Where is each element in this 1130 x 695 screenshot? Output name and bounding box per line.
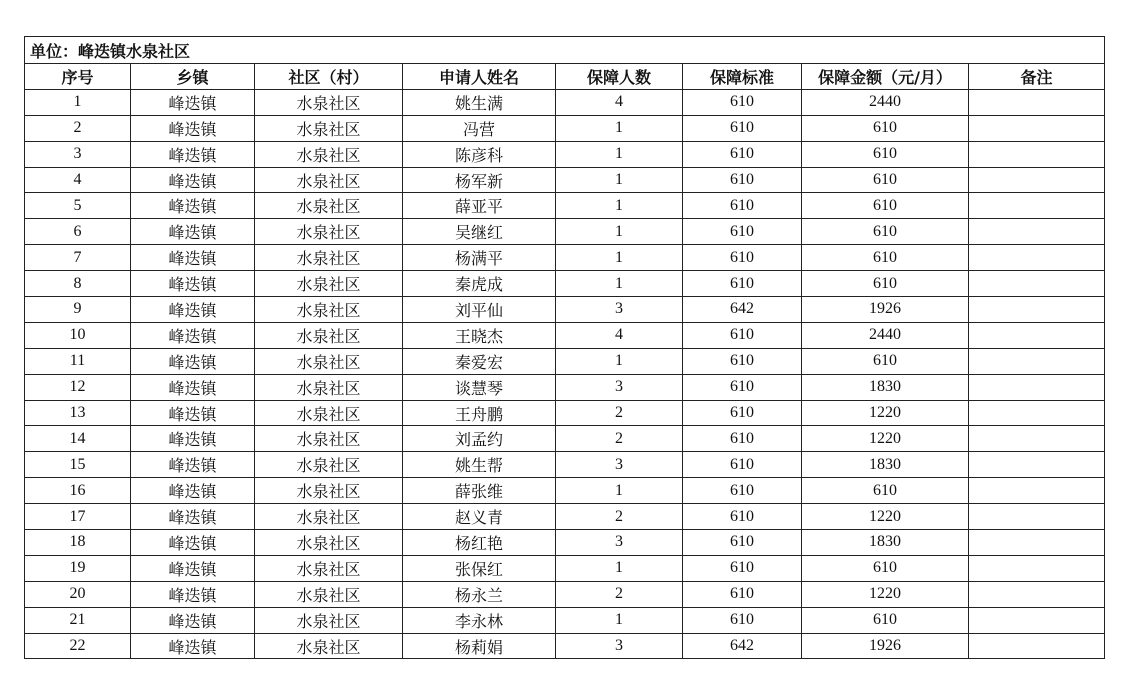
cell-applicant-name: 姚生满 [403,89,556,115]
cell-standard: 610 [683,219,802,245]
table-row [25,322,1105,348]
cell-amount: 610 [802,607,969,633]
cell-covered-count: 4 [556,89,683,115]
cell-standard: 610 [683,530,802,556]
header-standard: 保障标准 [683,64,802,90]
cell-remarks [969,297,1105,323]
header-covered-count: 保障人数 [556,64,683,90]
cell-standard: 610 [683,555,802,581]
header-applicant-name: 申请人姓名 [403,64,556,90]
cell-amount: 1220 [802,400,969,426]
cell-standard: 610 [683,89,802,115]
cell-town: 峰迭镇 [131,245,255,271]
cell-amount: 1926 [802,297,969,323]
header-remarks: 备注 [969,64,1105,90]
cell-town: 峰迭镇 [131,297,255,323]
cell-remarks [969,89,1105,115]
cell-community: 水泉社区 [255,504,403,530]
cell-covered-count: 1 [556,141,683,167]
cell-standard: 610 [683,374,802,400]
cell-covered-count: 2 [556,426,683,452]
cell-community: 水泉社区 [255,530,403,556]
cell-covered-count: 1 [556,193,683,219]
cell-town: 峰迭镇 [131,555,255,581]
cell-serial: 14 [25,426,131,452]
cell-remarks [969,245,1105,271]
cell-community: 水泉社区 [255,607,403,633]
cell-serial: 15 [25,452,131,478]
cell-community: 水泉社区 [255,141,403,167]
cell-serial: 11 [25,348,131,374]
table-row [25,297,1105,323]
cell-town: 峰迭镇 [131,348,255,374]
cell-covered-count: 4 [556,322,683,348]
cell-amount: 1926 [802,633,969,659]
cell-covered-count: 1 [556,348,683,374]
table-row [25,478,1105,504]
cell-applicant-name: 张保红 [403,555,556,581]
cell-town: 峰迭镇 [131,478,255,504]
cell-town: 峰迭镇 [131,89,255,115]
cell-town: 峰迭镇 [131,141,255,167]
cell-standard: 610 [683,245,802,271]
cell-serial: 12 [25,374,131,400]
table-row [25,426,1105,452]
cell-town: 峰迭镇 [131,193,255,219]
table-row [25,633,1105,659]
cell-community: 水泉社区 [255,193,403,219]
cell-town: 峰迭镇 [131,115,255,141]
cell-remarks [969,452,1105,478]
cell-remarks [969,555,1105,581]
cell-town: 峰迭镇 [131,271,255,297]
table-row [25,348,1105,374]
cell-standard: 610 [683,581,802,607]
cell-amount: 2440 [802,89,969,115]
cell-applicant-name: 陈彦科 [403,141,556,167]
cell-community: 水泉社区 [255,478,403,504]
cell-covered-count: 1 [556,115,683,141]
cell-covered-count: 3 [556,633,683,659]
cell-remarks [969,478,1105,504]
cell-serial: 7 [25,245,131,271]
cell-amount: 610 [802,167,969,193]
table-row [25,245,1105,271]
cell-amount: 610 [802,271,969,297]
cell-applicant-name: 冯营 [403,115,556,141]
cell-remarks [969,322,1105,348]
cell-applicant-name: 王舟鹏 [403,400,556,426]
cell-standard: 610 [683,167,802,193]
cell-applicant-name: 秦爱宏 [403,348,556,374]
cell-town: 峰迭镇 [131,322,255,348]
cell-community: 水泉社区 [255,374,403,400]
cell-standard: 610 [683,271,802,297]
cell-town: 峰迭镇 [131,530,255,556]
cell-covered-count: 2 [556,400,683,426]
cell-remarks [969,530,1105,556]
cell-applicant-name: 薛张维 [403,478,556,504]
cell-amount: 610 [802,219,969,245]
table-row [25,167,1105,193]
cell-covered-count: 3 [556,452,683,478]
cell-serial: 18 [25,530,131,556]
cell-applicant-name: 杨军新 [403,167,556,193]
cell-serial: 8 [25,271,131,297]
cell-serial: 10 [25,322,131,348]
header-town: 乡镇 [131,64,255,90]
cell-community: 水泉社区 [255,219,403,245]
cell-standard: 610 [683,141,802,167]
cell-applicant-name: 赵义青 [403,504,556,530]
cell-covered-count: 1 [556,607,683,633]
cell-applicant-name: 杨莉娟 [403,633,556,659]
cell-amount: 610 [802,115,969,141]
table-row [25,374,1105,400]
cell-remarks [969,607,1105,633]
cell-town: 峰迭镇 [131,426,255,452]
table-row [25,115,1105,141]
cell-community: 水泉社区 [255,89,403,115]
cell-covered-count: 1 [556,478,683,504]
cell-serial: 20 [25,581,131,607]
cell-remarks [969,400,1105,426]
cell-applicant-name: 杨永兰 [403,581,556,607]
cell-standard: 610 [683,452,802,478]
cell-applicant-name: 李永林 [403,607,556,633]
table-body [25,89,1105,659]
cell-amount: 1220 [802,581,969,607]
cell-community: 水泉社区 [255,633,403,659]
cell-covered-count: 2 [556,504,683,530]
table-row [25,219,1105,245]
cell-amount: 1830 [802,530,969,556]
cell-standard: 610 [683,426,802,452]
cell-community: 水泉社区 [255,245,403,271]
cell-town: 峰迭镇 [131,504,255,530]
cell-serial: 1 [25,89,131,115]
cell-serial: 19 [25,555,131,581]
cell-covered-count: 1 [556,271,683,297]
cell-serial: 17 [25,504,131,530]
cell-applicant-name: 杨满平 [403,245,556,271]
unit-row [25,37,1105,64]
cell-town: 峰迭镇 [131,607,255,633]
cell-amount: 610 [802,555,969,581]
table-row [25,141,1105,167]
header-row [25,64,1105,90]
table-row [25,452,1105,478]
cell-town: 峰迭镇 [131,374,255,400]
cell-remarks [969,219,1105,245]
cell-remarks [969,167,1105,193]
cell-remarks [969,115,1105,141]
cell-community: 水泉社区 [255,581,403,607]
cell-serial: 21 [25,607,131,633]
table-row [25,504,1105,530]
cell-amount: 1220 [802,426,969,452]
cell-applicant-name: 王晓杰 [403,322,556,348]
cell-town: 峰迭镇 [131,167,255,193]
cell-amount: 610 [802,141,969,167]
table-row [25,530,1105,556]
cell-amount: 610 [802,348,969,374]
cell-remarks [969,193,1105,219]
cell-applicant-name: 吴继红 [403,219,556,245]
cell-standard: 610 [683,193,802,219]
header-amount: 保障金额（元/月） [802,64,969,90]
cell-community: 水泉社区 [255,555,403,581]
cell-community: 水泉社区 [255,271,403,297]
cell-applicant-name: 刘孟约 [403,426,556,452]
cell-amount: 610 [802,478,969,504]
cell-community: 水泉社区 [255,452,403,478]
cell-serial: 16 [25,478,131,504]
cell-standard: 610 [683,348,802,374]
cell-covered-count: 1 [556,167,683,193]
cell-community: 水泉社区 [255,167,403,193]
cell-community: 水泉社区 [255,115,403,141]
cell-amount: 1830 [802,452,969,478]
unit-label: 单位：峰迭镇水泉社区 [25,37,1105,64]
cell-remarks [969,633,1105,659]
cell-serial: 5 [25,193,131,219]
cell-applicant-name: 刘平仙 [403,297,556,323]
cell-standard: 610 [683,400,802,426]
cell-serial: 6 [25,219,131,245]
cell-applicant-name: 薛亚平 [403,193,556,219]
table-row [25,271,1105,297]
cell-serial: 2 [25,115,131,141]
cell-serial: 9 [25,297,131,323]
cell-remarks [969,504,1105,530]
cell-applicant-name: 姚生帮 [403,452,556,478]
cell-standard: 610 [683,115,802,141]
cell-amount: 2440 [802,322,969,348]
cell-serial: 4 [25,167,131,193]
cell-town: 峰迭镇 [131,452,255,478]
table-row [25,193,1105,219]
cell-covered-count: 1 [556,219,683,245]
cell-amount: 610 [802,193,969,219]
cell-covered-count: 2 [556,581,683,607]
cell-remarks [969,374,1105,400]
cell-town: 峰迭镇 [131,400,255,426]
cell-amount: 1220 [802,504,969,530]
table-row [25,400,1105,426]
cell-remarks [969,426,1105,452]
header-community: 社区（村） [255,64,403,90]
cell-covered-count: 3 [556,297,683,323]
cell-community: 水泉社区 [255,297,403,323]
cell-remarks [969,581,1105,607]
cell-serial: 3 [25,141,131,167]
header-serial: 序号 [25,64,131,90]
cell-town: 峰迭镇 [131,219,255,245]
cell-town: 峰迭镇 [131,581,255,607]
cell-community: 水泉社区 [255,426,403,452]
cell-applicant-name: 谈慧琴 [403,374,556,400]
cell-covered-count: 1 [556,555,683,581]
cell-amount: 1830 [802,374,969,400]
table-row [25,89,1105,115]
cell-standard: 610 [683,478,802,504]
cell-amount: 610 [802,245,969,271]
cell-serial: 13 [25,400,131,426]
cell-covered-count: 3 [556,530,683,556]
cell-serial: 22 [25,633,131,659]
relief-table [24,36,1105,659]
cell-standard: 610 [683,504,802,530]
document-sheet [24,36,1104,659]
table-row [25,581,1105,607]
cell-community: 水泉社区 [255,322,403,348]
cell-remarks [969,348,1105,374]
cell-applicant-name: 杨红艳 [403,530,556,556]
table-row [25,607,1105,633]
cell-covered-count: 1 [556,245,683,271]
cell-standard: 642 [683,297,802,323]
cell-standard: 610 [683,607,802,633]
cell-applicant-name: 秦虎成 [403,271,556,297]
cell-town: 峰迭镇 [131,633,255,659]
cell-community: 水泉社区 [255,348,403,374]
cell-standard: 610 [683,322,802,348]
cell-remarks [969,141,1105,167]
cell-remarks [969,271,1105,297]
cell-covered-count: 3 [556,374,683,400]
cell-standard: 642 [683,633,802,659]
cell-community: 水泉社区 [255,400,403,426]
table-row [25,555,1105,581]
